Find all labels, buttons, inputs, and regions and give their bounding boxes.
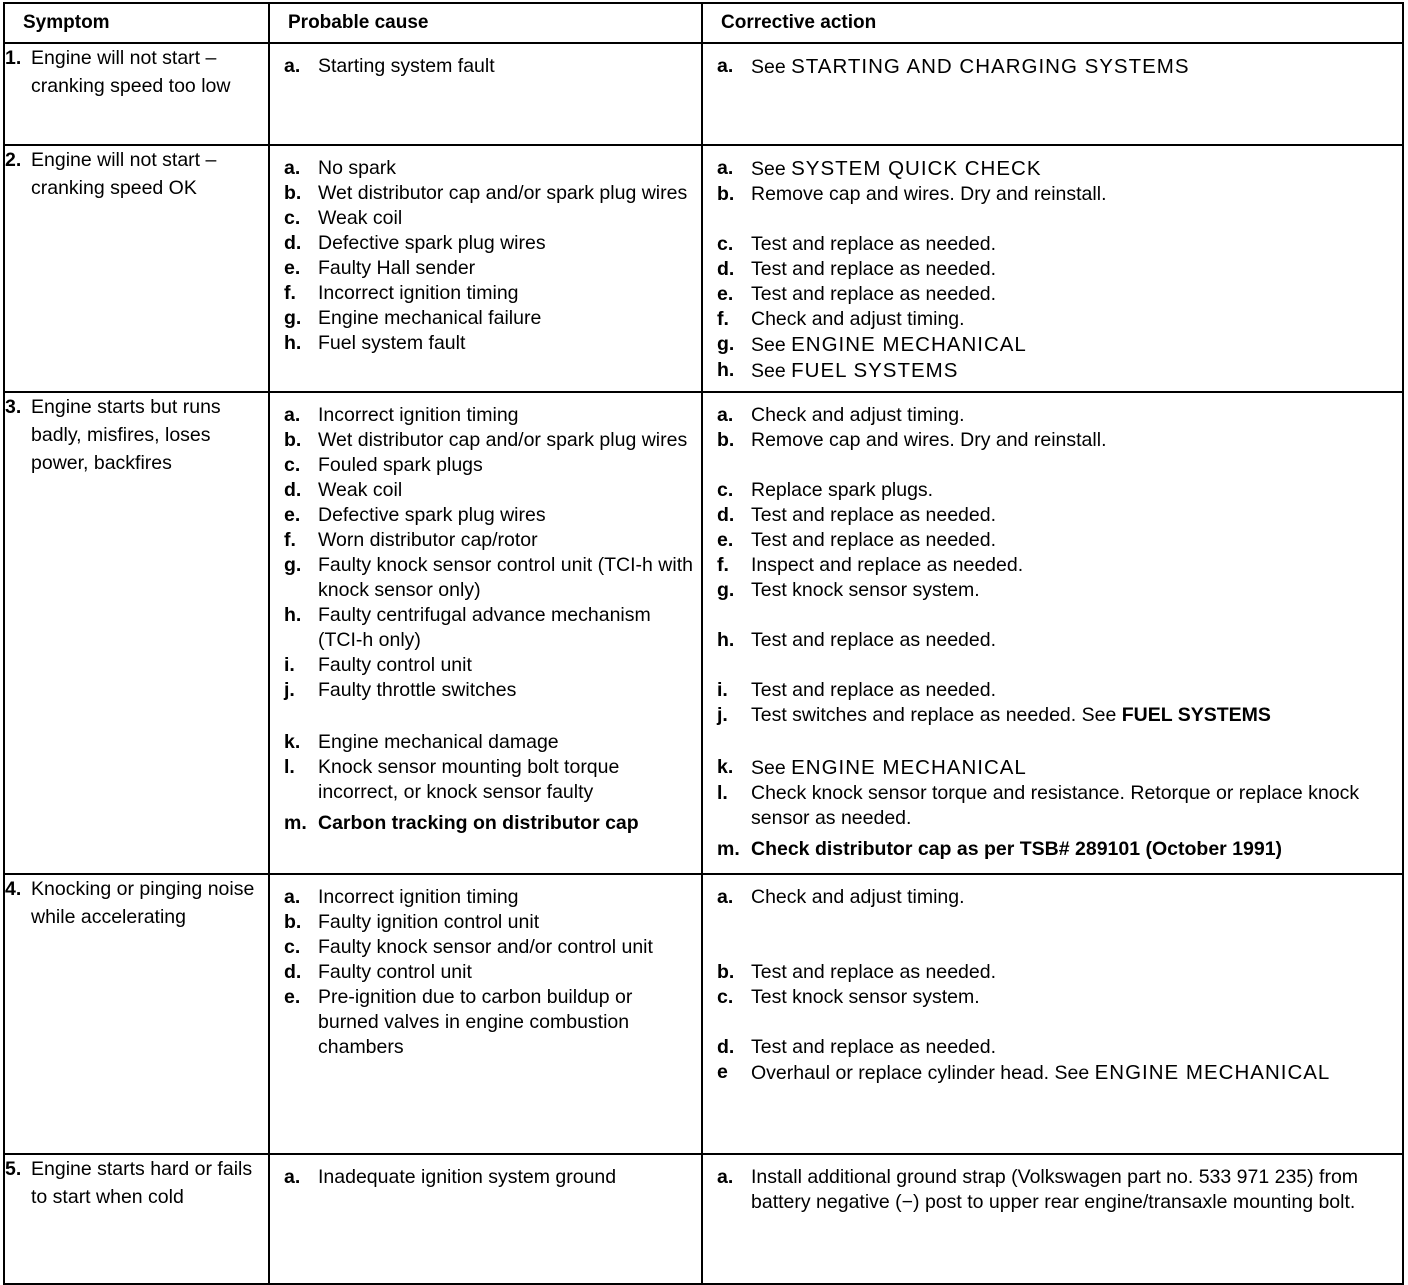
item-text: Test knock sensor system.	[751, 579, 980, 601]
troubleshooting-table	[3, 2, 1404, 1285]
header-symptom: Symptom	[4, 3, 269, 43]
item-text: Fuel system fault	[318, 332, 466, 354]
list-item	[284, 603, 697, 653]
item-letter: c.	[717, 479, 734, 501]
item-text: Weak coil	[318, 479, 403, 501]
symptom-cell	[4, 145, 269, 392]
item-letter: h.	[284, 332, 302, 354]
item-letter: i.	[284, 654, 295, 676]
item-letter: d.	[717, 1036, 735, 1058]
list-item	[717, 332, 1398, 358]
item-text: Check and adjust timing.	[751, 308, 965, 330]
item-letter: b.	[284, 182, 302, 204]
item-letter: a.	[717, 55, 734, 77]
item-letter: e	[717, 1061, 728, 1083]
item-text: Faulty control unit	[318, 654, 472, 676]
section-reference: FUEL SYSTEMS	[791, 359, 959, 382]
item-text: Test and replace as needed.	[751, 258, 997, 280]
action-cell	[702, 43, 1403, 145]
item-text: Test knock sensor system.	[751, 986, 980, 1008]
list-item	[284, 256, 697, 281]
table-row	[4, 145, 1403, 392]
item-letter: a.	[284, 55, 301, 77]
list-item	[717, 781, 1398, 831]
list-item	[717, 232, 1398, 257]
item-letter: a.	[284, 886, 301, 908]
item-text: Wet distributor cap and/or spark plug wires	[318, 429, 688, 451]
item-text: Faulty knock sensor control unit (TCI-h with knock sensor only)	[318, 554, 693, 601]
item-text: Remove cap and wires. Dry and reinstall.	[751, 429, 1107, 451]
list-item	[717, 54, 1398, 80]
item-letter: a.	[717, 404, 734, 426]
item-text: Faulty control unit	[318, 961, 472, 983]
item-letter: b.	[717, 961, 735, 983]
item-text: See	[751, 360, 786, 382]
item-text: Install additional ground strap (Volkswagen part no. 533 971 235) from battery negative (−) post to upper rear engine/transaxle mounting bolt.	[751, 1166, 1359, 1213]
symptom-number: 1.	[5, 47, 22, 69]
item-letter: c.	[717, 233, 734, 255]
action-cell	[702, 874, 1403, 1154]
item-text: See	[751, 56, 786, 78]
section-reference: SYSTEM QUICK CHECK	[791, 157, 1042, 180]
item-text: Defective spark plug wires	[318, 232, 546, 254]
list-item	[717, 628, 1398, 678]
item-letter: a.	[284, 1166, 301, 1188]
item-text: Wet distributor cap and/or spark plug wires	[318, 182, 688, 204]
list-item	[284, 985, 697, 1060]
list-item	[717, 478, 1398, 503]
item-text: Replace spark plugs.	[751, 479, 934, 501]
item-letter: g.	[717, 579, 735, 601]
list-item	[717, 257, 1398, 282]
item-text: Engine mechanical damage	[318, 731, 559, 753]
list-item	[284, 1165, 697, 1190]
list-item	[717, 528, 1398, 553]
item-text: Faulty ignition control unit	[318, 911, 540, 933]
item-letter: j.	[284, 679, 295, 701]
item-letter: j.	[717, 704, 728, 726]
list-item	[284, 331, 697, 356]
table-row	[4, 43, 1403, 145]
list-item	[284, 678, 697, 730]
item-letter: d.	[284, 961, 302, 983]
item-text: Check knock sensor torque and resistance. Retorque or replace knock sensor as needed.	[751, 782, 1360, 829]
list-item	[284, 306, 697, 331]
item-letter: a.	[717, 886, 734, 908]
symptom-text: Engine starts hard or fails to start when cold	[31, 1158, 253, 1208]
item-text: See	[751, 334, 786, 356]
item-text: Test and replace as needed.	[751, 283, 997, 305]
list-item	[717, 578, 1398, 628]
list-item	[717, 156, 1398, 182]
symptom-text: Engine starts but runs badly, misfires, loses power, backfires	[31, 396, 221, 474]
item-letter: b.	[717, 429, 735, 451]
table-row	[4, 1154, 1403, 1284]
symptom-cell	[4, 1154, 269, 1284]
list-item	[717, 428, 1398, 478]
item-text: Check and adjust timing.	[751, 404, 965, 426]
item-letter: d.	[717, 258, 735, 280]
item-text: Pre-ignition due to carbon buildup or burned valves in engine combustion chambers	[318, 986, 633, 1058]
cause-cell	[269, 392, 702, 874]
item-text: See	[751, 158, 786, 180]
list-item	[717, 1060, 1398, 1086]
item-letter: b.	[717, 183, 735, 205]
item-text: Check and adjust timing.	[751, 886, 965, 908]
item-letter: c.	[717, 986, 734, 1008]
cause-cell	[269, 145, 702, 392]
item-text: Worn distributor cap/rotor	[318, 529, 538, 551]
item-text: Incorrect ignition timing	[318, 886, 519, 908]
cause-cell	[269, 874, 702, 1154]
item-letter: b.	[284, 911, 302, 933]
item-text: Test and replace as needed.	[751, 1036, 997, 1058]
item-letter: k.	[284, 731, 301, 753]
header-corrective-action: Corrective action	[702, 3, 1403, 43]
list-item	[717, 307, 1398, 332]
symptom-cell	[4, 392, 269, 874]
symptom-text: Engine will not start – cranking speed OK	[31, 149, 217, 199]
list-item	[717, 503, 1398, 528]
list-item	[717, 678, 1398, 703]
item-letter: h.	[284, 604, 302, 626]
item-letter: h.	[717, 629, 735, 651]
list-item	[284, 403, 697, 428]
item-text: Test switches and replace as needed. See	[751, 704, 1117, 726]
item-letter: b.	[284, 429, 302, 451]
list-item	[284, 54, 697, 79]
table-row	[4, 874, 1403, 1154]
item-letter: a.	[717, 1166, 734, 1188]
item-text: Test and replace as needed.	[751, 504, 997, 526]
list-item	[284, 910, 697, 935]
item-letter: g.	[284, 554, 302, 576]
list-item	[717, 837, 1398, 862]
list-item	[284, 811, 697, 836]
list-item	[717, 403, 1398, 428]
list-item	[284, 206, 697, 231]
item-text: Remove cap and wires. Dry and reinstall.	[751, 183, 1107, 205]
item-text: Carbon tracking on distributor cap	[318, 812, 639, 834]
item-text: Knock sensor mounting bolt torque incorrect, or knock sensor faulty	[318, 756, 620, 803]
item-letter: f.	[284, 282, 296, 304]
list-item	[717, 553, 1398, 578]
item-letter: e.	[717, 529, 734, 551]
list-item	[284, 755, 697, 805]
item-letter: l.	[717, 782, 728, 804]
list-item	[717, 182, 1398, 232]
list-item	[284, 281, 697, 306]
section-reference: FUEL SYSTEMS	[1121, 704, 1271, 726]
item-letter: m.	[717, 838, 740, 860]
action-cell	[702, 145, 1403, 392]
item-letter: k.	[717, 756, 734, 778]
action-cell	[702, 1154, 1403, 1284]
list-item	[284, 231, 697, 256]
item-letter: a.	[717, 157, 734, 179]
symptom-number: 3.	[5, 396, 22, 418]
item-letter: f.	[284, 529, 296, 551]
list-item	[717, 1165, 1398, 1215]
list-item	[284, 885, 697, 910]
section-reference: STARTING AND CHARGING SYSTEMS	[791, 55, 1190, 78]
item-text: Weak coil	[318, 207, 403, 229]
item-text: Incorrect ignition timing	[318, 404, 519, 426]
item-text: Inadequate ignition system ground	[318, 1166, 617, 1188]
item-letter: i.	[717, 679, 728, 701]
list-item	[284, 478, 697, 503]
symptom-number: 4.	[5, 878, 22, 900]
item-text: Faulty throttle switches	[318, 679, 517, 701]
symptom-text: Engine will not start – cranking speed too low	[31, 47, 231, 97]
symptom-cell	[4, 43, 269, 145]
item-text: Faulty knock sensor and/or control unit	[318, 936, 653, 958]
list-item	[284, 960, 697, 985]
symptom-cell	[4, 874, 269, 1154]
section-reference: ENGINE MECHANICAL	[1094, 1061, 1331, 1084]
item-letter: e.	[284, 504, 301, 526]
list-item	[284, 503, 697, 528]
list-item	[717, 358, 1398, 384]
item-letter: a.	[284, 157, 301, 179]
item-text: Test and replace as needed.	[751, 679, 997, 701]
list-item	[284, 653, 697, 678]
item-text: No spark	[318, 157, 397, 179]
list-item	[717, 885, 1398, 960]
action-cell	[702, 392, 1403, 874]
list-item	[284, 730, 697, 755]
item-text: Starting system fault	[318, 55, 495, 77]
item-text: Defective spark plug wires	[318, 504, 546, 526]
list-item	[284, 156, 697, 181]
item-text: See	[751, 757, 786, 779]
table-row	[4, 392, 1403, 874]
item-text: Fouled spark plugs	[318, 454, 483, 476]
list-item	[717, 960, 1398, 985]
item-letter: e.	[717, 283, 734, 305]
item-text: Test and replace as needed.	[751, 233, 997, 255]
symptom-number: 2.	[5, 149, 22, 171]
item-letter: d.	[717, 504, 735, 526]
item-text: Engine mechanical failure	[318, 307, 542, 329]
item-text: Inspect and replace as needed.	[751, 554, 1024, 576]
symptom-number: 5.	[5, 1158, 22, 1180]
item-text: Faulty centrifugal advance mechanism (TCI-h only)	[318, 604, 651, 651]
item-letter: e.	[284, 986, 301, 1008]
list-item	[717, 282, 1398, 307]
item-text: Test and replace as needed.	[751, 961, 997, 983]
item-text: Overhaul or replace cylinder head. See	[751, 1062, 1090, 1084]
item-text: Faulty Hall sender	[318, 257, 476, 279]
item-letter: f.	[717, 308, 729, 330]
header-probable-cause: Probable cause	[269, 3, 702, 43]
list-item	[284, 553, 697, 603]
item-letter: f.	[717, 554, 729, 576]
item-text: Check distributor cap as per TSB# 289101 (October 1991)	[751, 838, 1283, 860]
cause-cell	[269, 1154, 702, 1284]
list-item	[284, 935, 697, 960]
cause-cell	[269, 43, 702, 145]
list-item	[717, 1035, 1398, 1060]
item-letter: d.	[284, 479, 302, 501]
list-item	[284, 528, 697, 553]
item-letter: g.	[284, 307, 302, 329]
item-letter: g.	[717, 333, 735, 355]
list-item	[717, 755, 1398, 781]
list-item	[284, 453, 697, 478]
item-letter: d.	[284, 232, 302, 254]
item-letter: c.	[284, 454, 301, 476]
item-text: Test and replace as needed.	[751, 529, 997, 551]
item-letter: m.	[284, 812, 307, 834]
item-letter: l.	[284, 756, 295, 778]
section-reference: ENGINE MECHANICAL	[791, 333, 1027, 356]
list-item	[717, 703, 1398, 755]
list-item	[284, 181, 697, 206]
item-text: Test and replace as needed.	[751, 629, 997, 651]
item-letter: c.	[284, 207, 301, 229]
list-item	[717, 985, 1398, 1035]
item-letter: a.	[284, 404, 301, 426]
item-letter: h.	[717, 359, 735, 381]
symptom-text: Knocking or pinging noise while accelerating	[31, 878, 255, 928]
header-row	[4, 3, 1403, 43]
item-letter: e.	[284, 257, 301, 279]
item-letter: c.	[284, 936, 301, 958]
list-item	[284, 428, 697, 453]
section-reference: ENGINE MECHANICAL	[791, 756, 1027, 779]
item-text: Incorrect ignition timing	[318, 282, 519, 304]
